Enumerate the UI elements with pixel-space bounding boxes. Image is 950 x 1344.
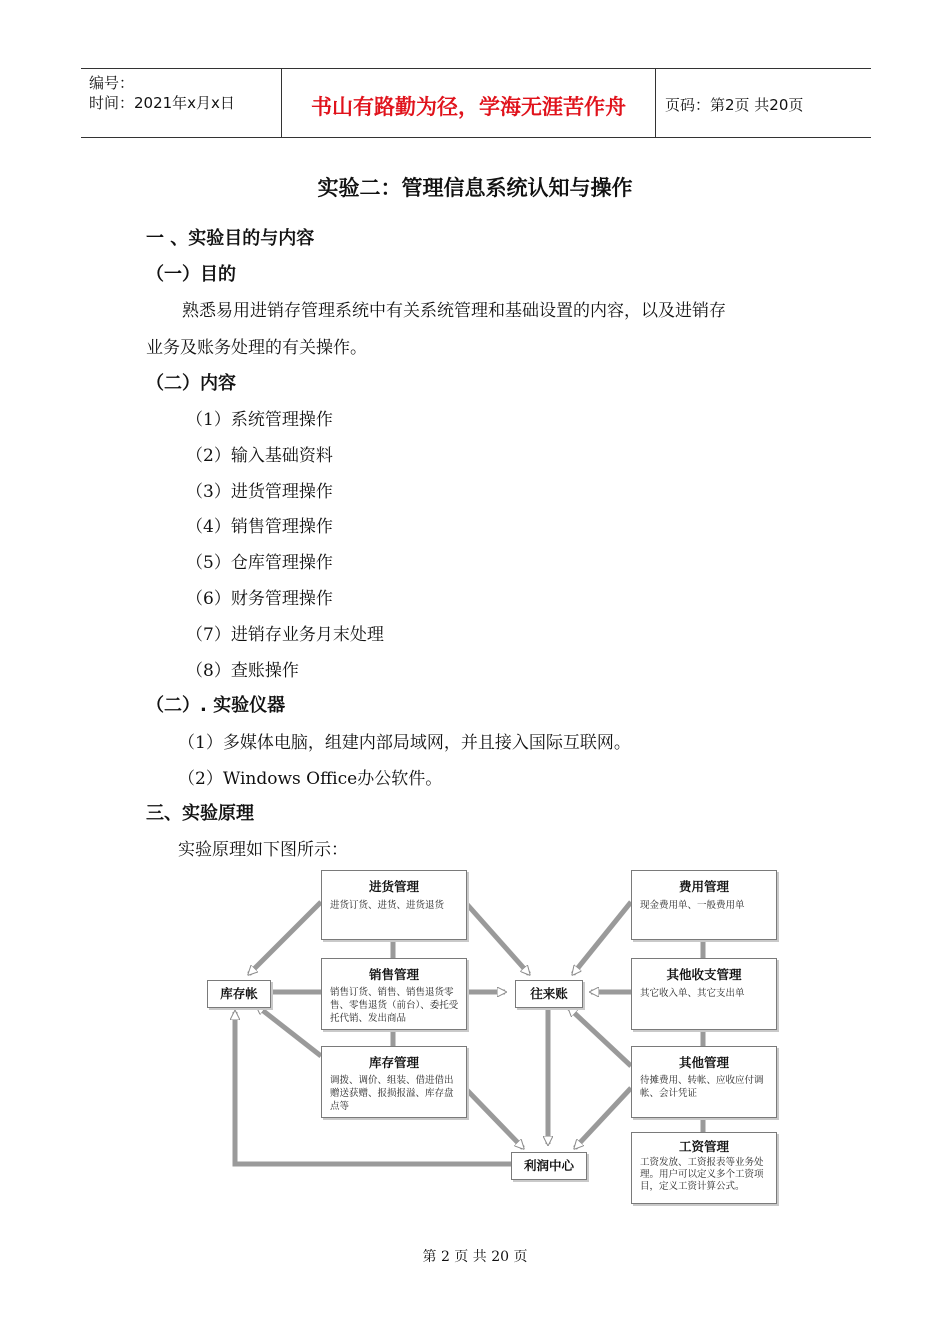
number-label: 编号： <box>89 74 135 92</box>
time-label: 时间：2021年x月x日 <box>89 94 235 112</box>
content-item: （7）进销存业务月末处理 <box>186 625 384 645</box>
accounts-node: 往来账 <box>515 980 583 1008</box>
sales-box <box>321 958 467 1030</box>
expense-box <box>631 870 777 940</box>
expense-title: 费用管理 <box>678 879 729 894</box>
page-footer: 第 2 页 共 20 页 <box>422 1249 528 1265</box>
purpose-heading: （一）目的 <box>146 264 236 285</box>
other-income-desc: 其它收入单、其它支出单 <box>640 988 745 999</box>
header-page-cell <box>655 69 871 137</box>
purchase-title: 进货管理 <box>368 879 419 894</box>
stock-desc: 调拨、调价、组装、借进借出赠送获赠、报损报溢、库存盘点等 <box>330 1075 454 1112</box>
purpose-line-1: 熟悉易用进销存管理系统中有关系统管理和基础设置的内容，以及进销存 <box>182 301 726 321</box>
content-item: （5）仓库管理操作 <box>186 553 333 573</box>
content-item: （4）销售管理操作 <box>186 517 333 537</box>
other-title: 其他管理 <box>678 1055 729 1070</box>
header-motto-cell <box>281 69 656 137</box>
salary-box <box>631 1132 777 1204</box>
content-item: （6）财务管理操作 <box>186 589 333 609</box>
content-heading: （二）内容 <box>146 373 236 394</box>
header-meta-cell <box>81 69 281 137</box>
purchase-box <box>321 870 467 940</box>
section3-heading: 三、实验原理 <box>146 803 254 824</box>
content-item: （2）输入基础资料 <box>186 446 333 466</box>
other-income-box <box>631 958 777 1030</box>
instrument-item: （2）Windows Office办公软件。 <box>178 769 443 789</box>
instrument-item: （1）多媒体电脑，组建内部局域网，并且接入国际互联网。 <box>178 733 631 753</box>
section1-heading: 一 、实验目的与内容 <box>146 228 315 249</box>
salary-desc: 工资发放、工资报表等业务处理。用户可以定义多个工资项目，定义工资计算公式。 <box>640 1157 764 1192</box>
content-item: （1）系统管理操作 <box>186 410 333 430</box>
purchase-desc: 进货订货、进货、进货退货 <box>330 900 445 911</box>
purpose-line-2: 业务及账务处理的有关操作。 <box>146 338 367 358</box>
profit-center-node: 利润中心 <box>511 1152 587 1180</box>
other-desc: 待摊费用、转帐、应收应付调帐、会计凭证 <box>640 1075 764 1099</box>
section2-heading: （二）. 实验仪器 <box>146 695 286 716</box>
stock-title: 库存管理 <box>368 1055 419 1070</box>
content-item: （8）查账操作 <box>186 661 299 681</box>
stock-box <box>321 1046 467 1118</box>
page-header <box>81 68 871 138</box>
other-box <box>631 1046 777 1118</box>
content-item: （3）进货管理操作 <box>186 482 333 502</box>
page-label: 页码：第2页 共20页 <box>665 96 804 114</box>
principle-intro: 实验原理如下图所示： <box>178 840 348 860</box>
other-income-title: 其他收支管理 <box>666 967 742 982</box>
document-title: 实验二：管理信息系统认知与操作 <box>317 176 633 200</box>
sales-desc: 销售订货、销售、销售退货零售、零售退货（前台）、委托受托代销、发出商品 <box>330 987 459 1024</box>
sales-title: 销售管理 <box>368 967 419 982</box>
principle-diagram <box>203 866 783 1210</box>
inventory-account-node: 库存帐 <box>207 980 271 1008</box>
expense-desc: 现金费用单、一般费用单 <box>640 900 745 911</box>
motto: 书山有路勤为径，学海无涯苦作舟 <box>311 95 626 119</box>
salary-title: 工资管理 <box>678 1139 729 1154</box>
